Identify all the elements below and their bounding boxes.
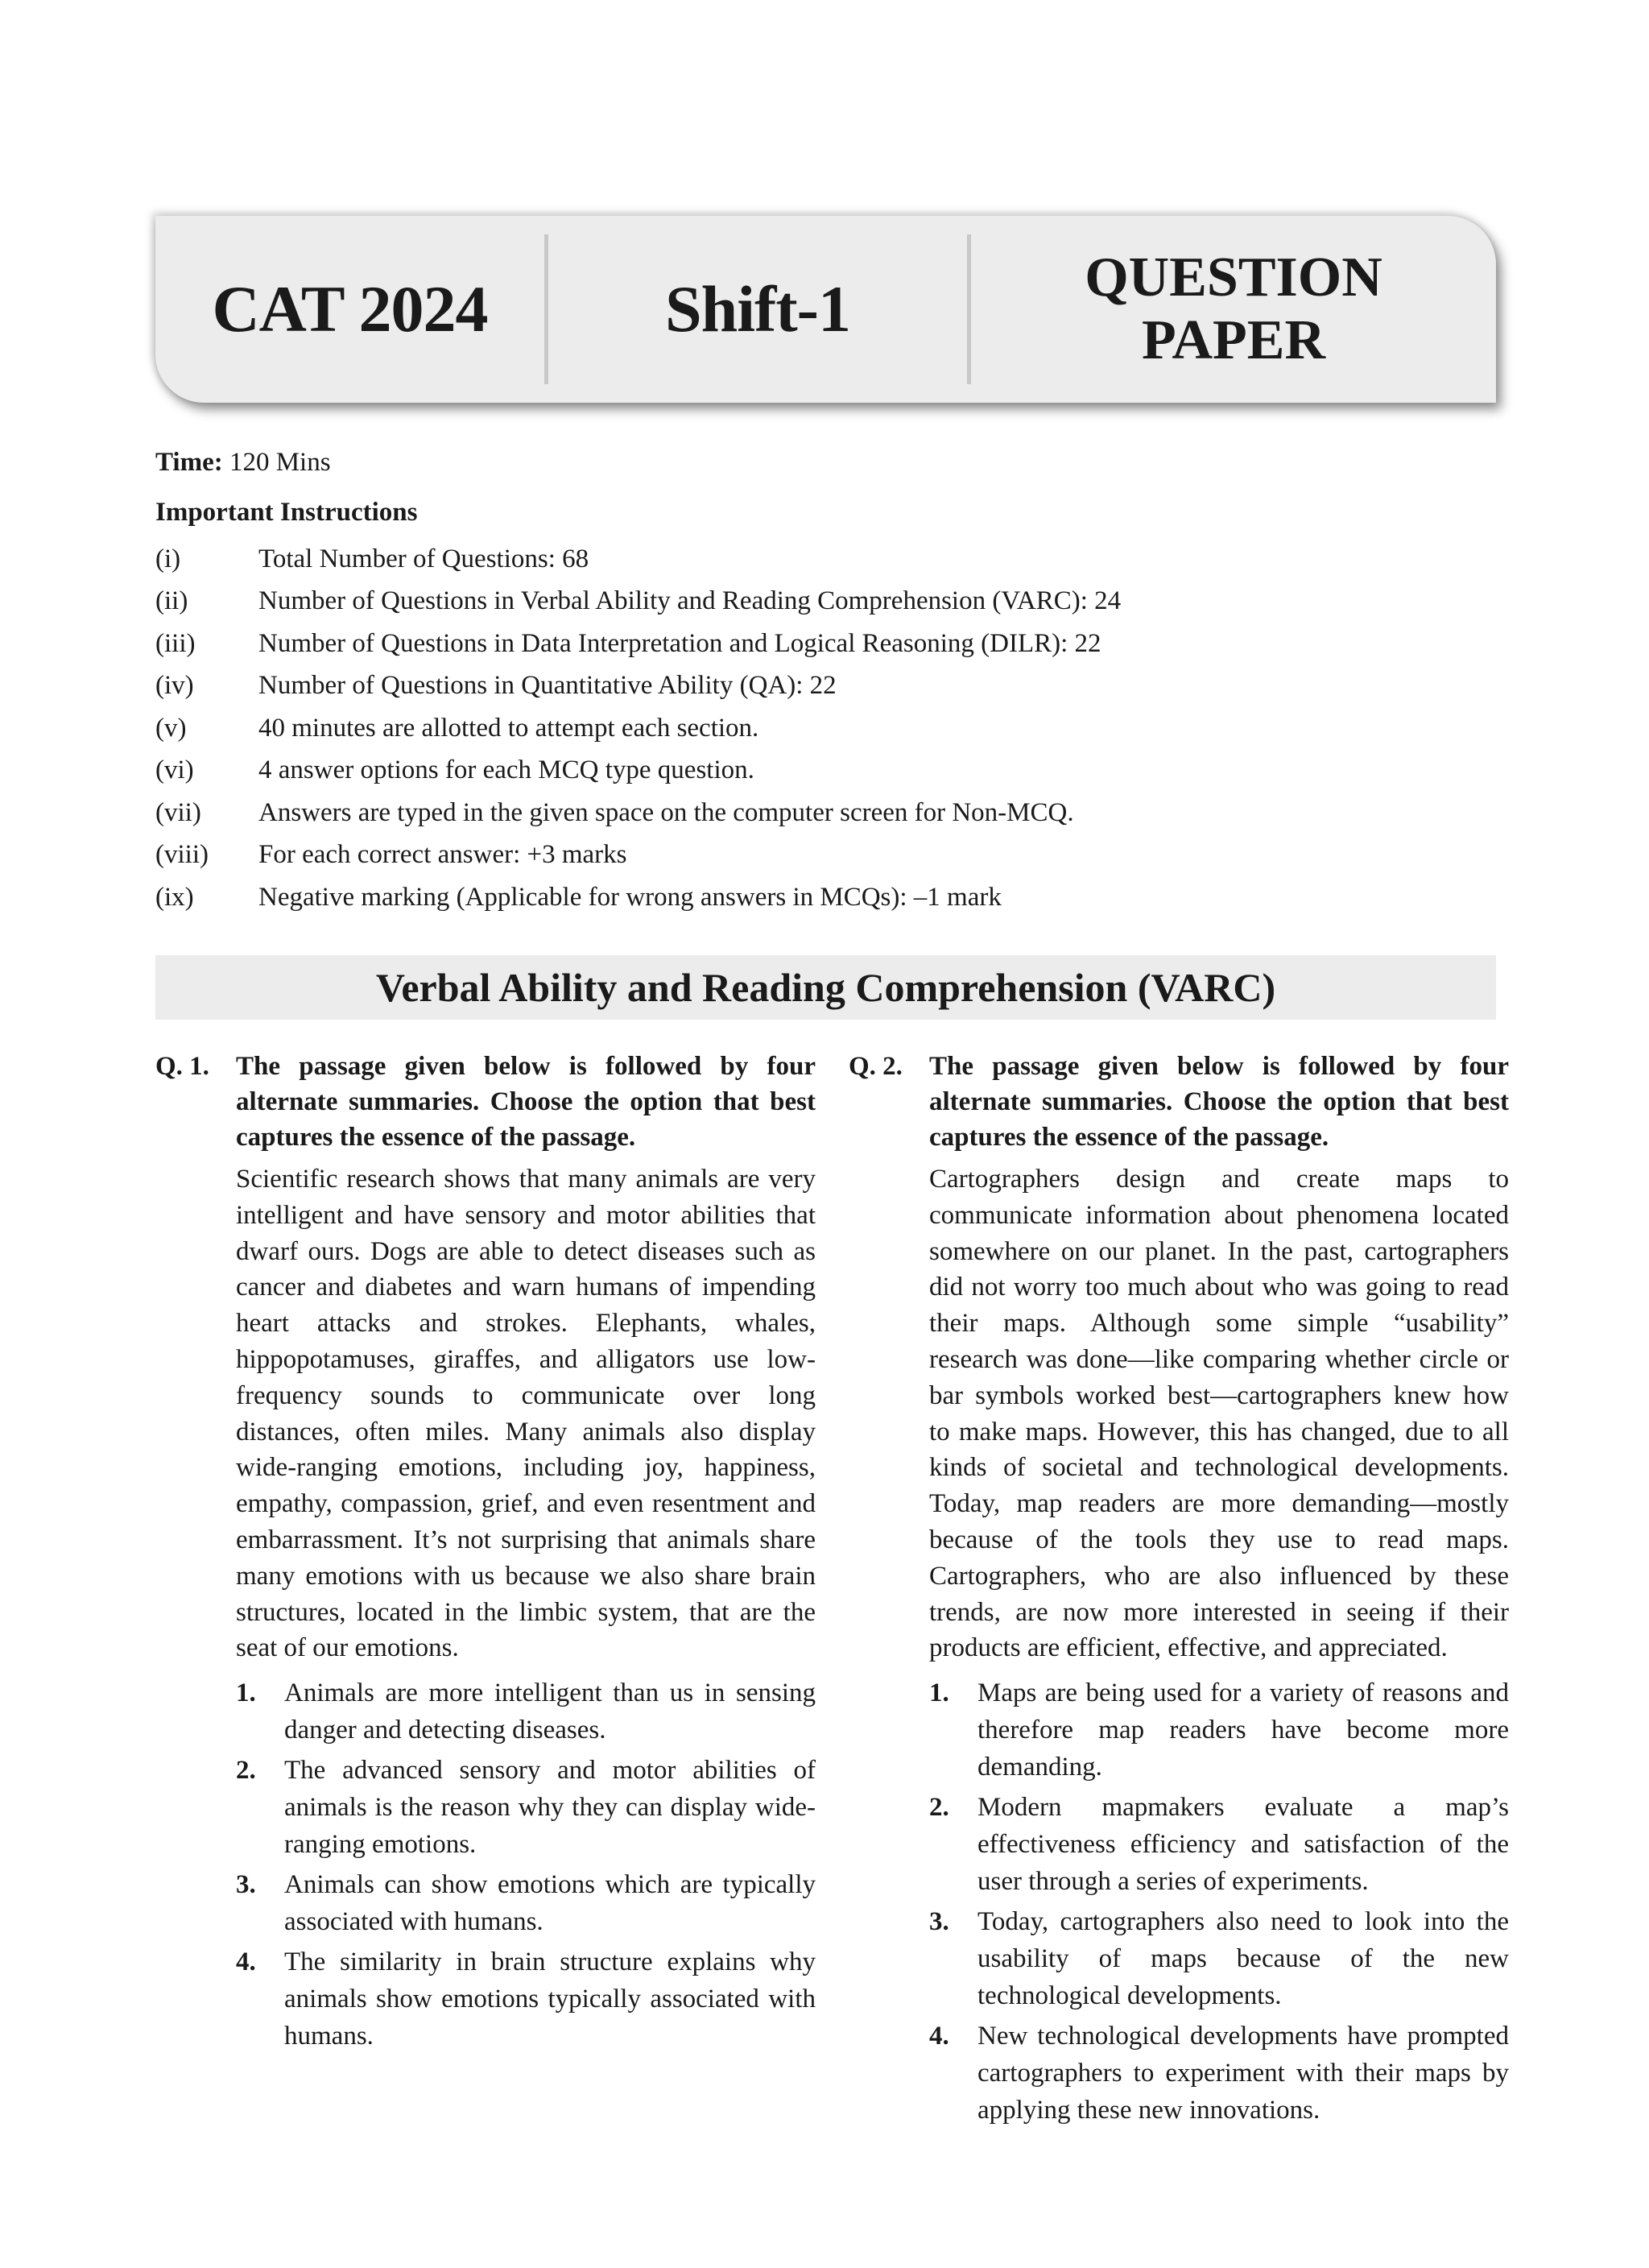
shift-label: Shift-1 bbox=[665, 272, 850, 346]
option-text: Modern mapmakers evaluate a map’s effectiveness efficiency and satisfaction of the user through a series of experiments. bbox=[977, 1793, 1509, 1897]
instruction-item bbox=[155, 834, 1121, 877]
question-prompt: The passage given below is followed by four alternate summaries. Choose the option that best captures the essence of the passage. bbox=[236, 1052, 816, 1152]
instruction-num: (ii) bbox=[155, 586, 188, 616]
instruction-num: (iii) bbox=[155, 628, 196, 658]
question-body bbox=[236, 1049, 816, 2058]
instruction-text: 4 answer options for each MCQ type question. bbox=[258, 755, 754, 785]
answer-option[interactable] bbox=[236, 1674, 816, 1749]
option-number: 4. bbox=[236, 1947, 256, 1977]
instruction-num: (vi) bbox=[155, 755, 194, 785]
option-text: Animals are more intelligent than us in sensing danger and detecting diseases. bbox=[284, 1678, 816, 1745]
instruction-num: (vii) bbox=[155, 797, 201, 827]
instruction-num: (viii) bbox=[155, 840, 209, 870]
instruction-item bbox=[155, 581, 1121, 623]
instruction-text: Number of Questions in Quantitative Ability (QA): 22 bbox=[258, 671, 837, 701]
header-banner bbox=[155, 216, 1496, 403]
option-number: 1. bbox=[929, 1678, 949, 1708]
answer-options bbox=[929, 1674, 1509, 2129]
doc-type-line2: PAPER bbox=[1141, 309, 1326, 371]
instruction-num: (iv) bbox=[155, 671, 194, 701]
instruction-item bbox=[155, 707, 1121, 750]
instruction-text: For each correct answer: +3 marks bbox=[258, 840, 627, 870]
answer-option[interactable] bbox=[929, 1903, 1509, 2014]
doc-type-line1: QUESTION bbox=[1085, 246, 1382, 308]
instruction-item bbox=[155, 538, 1121, 581]
instruction-item bbox=[155, 665, 1121, 708]
option-number: 1. bbox=[236, 1678, 256, 1708]
answer-option[interactable] bbox=[236, 1943, 816, 2055]
instructions-list bbox=[155, 538, 1121, 919]
answer-options bbox=[236, 1674, 816, 2055]
option-text: Maps are being used for a variety of reasons and therefore map readers have become more demanding. bbox=[977, 1678, 1509, 1782]
exam-title: CAT 2024 bbox=[212, 272, 488, 346]
question-body bbox=[929, 1049, 1509, 2132]
answer-option[interactable] bbox=[929, 1674, 1509, 1786]
option-number: 3. bbox=[929, 1907, 949, 1937]
exam-title-cell bbox=[155, 216, 544, 403]
question-passage: Cartographers design and create maps to communicate information about phenomena located somewhere on our planet. In the past, cartographers did not worry too much about who was going to read their maps. Although some simple “usability” research was done—like comparing whether circle or bar symbols worked best—cartographers knew how to make maps. However, this has changed, due to all kinds of societal and technological developments. Today, map readers are more demanding—mostly because of the tools they use to read maps. Cartographers, who are also influenced by these trends, are now more interested in seeing if their products are efficient, effective, and appreciated. bbox=[929, 1165, 1509, 1663]
option-number: 2. bbox=[236, 1756, 256, 1786]
question-1 bbox=[155, 1049, 816, 2058]
option-text: Today, cartographers also need to look into the usability of maps because of the new technological developments. bbox=[977, 1907, 1509, 2011]
answer-option[interactable] bbox=[929, 1789, 1509, 1900]
answer-option[interactable] bbox=[929, 2018, 1509, 2129]
option-number: 4. bbox=[929, 2022, 949, 2051]
instruction-text: Number of Questions in Data Interpretation and Logical Reasoning (DILR): 22 bbox=[258, 628, 1101, 658]
instruction-num: (v) bbox=[155, 713, 187, 743]
instruction-item bbox=[155, 792, 1121, 834]
option-number: 2. bbox=[929, 1793, 949, 1823]
question-block bbox=[155, 1049, 816, 2058]
instructions-title: Important Instructions bbox=[155, 498, 418, 527]
time-label: Time: bbox=[155, 448, 223, 477]
option-text: The similarity in brain structure explains why animals show emotions typically associated with humans. bbox=[284, 1947, 816, 2051]
question-passage: Scientific research shows that many animals are very intelligent and have sensory and motor abilities that dwarf ours. Dogs are able to detect diseases such as cancer and diabetes and warn humans of impending heart attacks and strokes. Elephants, whales, hippopotamuses, giraffes, and alligators use low-frequency sounds to communicate over long distances, often miles. Many animals also display wide-ranging emotions, including joy, happiness, empathy, compassion, grief, and even resentment and embarrassment. It’s not surprising that animals share many emotions with us because we also share brain structures, located in the limbic system, that are the seat of our emotions. bbox=[236, 1165, 816, 1663]
question-number: Q. 1. bbox=[155, 1052, 209, 1081]
option-text: New technological developments have prompted cartographers to experiment with their maps by applying these new innovations. bbox=[977, 2022, 1509, 2125]
instruction-text: 40 minutes are allotted to attempt each section. bbox=[258, 713, 759, 743]
instruction-text: Negative marking (Applicable for wrong answers in MCQs): –1 mark bbox=[258, 882, 1002, 912]
question-block bbox=[849, 1049, 1509, 2132]
option-text: The advanced sensory and motor abilities of animals is the reason why they can display wide-ranging emotions. bbox=[284, 1756, 816, 1860]
instruction-num: (i) bbox=[155, 544, 181, 573]
answer-option[interactable] bbox=[236, 1752, 816, 1863]
option-number: 3. bbox=[236, 1870, 256, 1900]
instruction-item bbox=[155, 750, 1121, 793]
section-heading: Verbal Ability and Reading Comprehension (VARC) bbox=[155, 955, 1496, 1020]
instruction-item bbox=[155, 623, 1121, 665]
instruction-text: Answers are typed in the given space on the computer screen for Non-MCQ. bbox=[258, 797, 1074, 827]
instruction-num: (ix) bbox=[155, 882, 194, 912]
shift-cell bbox=[548, 216, 967, 403]
instruction-text: Total Number of Questions: 68 bbox=[258, 544, 589, 573]
instruction-item bbox=[155, 876, 1121, 919]
option-text: Animals can show emotions which are typically associated with humans. bbox=[284, 1870, 816, 1937]
answer-option[interactable] bbox=[236, 1866, 816, 1940]
time-info bbox=[155, 448, 331, 478]
time-value: 120 Mins bbox=[229, 448, 331, 477]
question-prompt: The passage given below is followed by four alternate summaries. Choose the option that best captures the essence of the passage. bbox=[929, 1052, 1509, 1152]
instruction-text: Number of Questions in Verbal Ability and Reading Comprehension (VARC): 24 bbox=[258, 586, 1122, 616]
doc-type-cell bbox=[971, 216, 1496, 403]
question-number: Q. 2. bbox=[849, 1052, 903, 1081]
question-2 bbox=[849, 1049, 1509, 2132]
